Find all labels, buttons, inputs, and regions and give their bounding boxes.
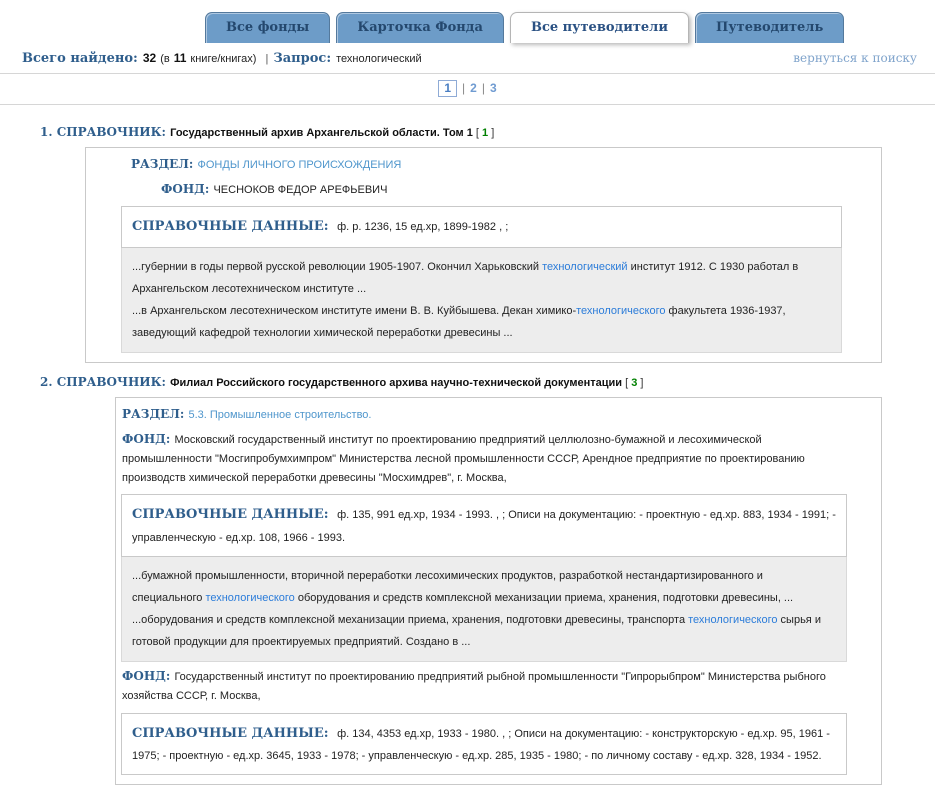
page-separator: |: [462, 81, 466, 95]
tab-all-fonds[interactable]: Все фонды: [205, 12, 330, 43]
header-separator: |: [265, 53, 269, 65]
section-row: [86, 155, 881, 175]
page-current: 1: [438, 80, 457, 97]
result-type-label: СПРАВОЧНИК:: [56, 125, 171, 139]
bracket-open: [: [475, 127, 483, 139]
result-header: [40, 374, 882, 391]
result-number: 2.: [40, 374, 57, 389]
query-value: технологический: [336, 53, 422, 65]
reference-data-value: ф. 135, 991 ед.хр, 1934 - 1993. , ; Описи на документацию: - проектную - ед.хр. 883, 1934 - 1991; - управленческую - ед.хр. 108, 1966 - 1993.: [132, 509, 836, 544]
section-box: [85, 147, 882, 362]
reference-data-label: СПРАВОЧНЫЕ ДАННЫЕ:: [132, 725, 334, 741]
results-summary: [22, 51, 426, 66]
bracket-close: ]: [488, 127, 495, 139]
section-link[interactable]: ФОНДЫ ЛИЧНОГО ПРОИСХОЖДЕНИЯ: [197, 159, 402, 172]
found-label: Всего найдено:: [22, 51, 138, 66]
section-box: [115, 397, 882, 785]
reference-data-box: [121, 713, 847, 776]
fond-group: [86, 179, 881, 353]
fond-title: ЧЕСНОКОВ ФЕДОР АРЕФЬЕВИЧ: [213, 183, 388, 196]
highlighted-term: технологический: [542, 260, 628, 273]
snippet-box: [121, 248, 842, 353]
fond-row: [86, 179, 881, 200]
section-label: РАЗДЕЛ:: [131, 157, 198, 172]
fond-row: [116, 666, 881, 707]
snippet-line: [132, 256, 831, 300]
page-separator: |: [481, 81, 485, 95]
fond-title: Государственный институт по проектированию предприятий рыбной промышленности "Гипрорыбпром" Министерства рыбного хозяйства СССР, г. Москва,: [122, 671, 826, 703]
highlighted-term: технологического: [688, 614, 778, 627]
back-to-search-link[interactable]: вернуться к поиску: [793, 51, 917, 65]
tab-bar: [0, 0, 935, 43]
reference-data-label: СПРАВОЧНЫЕ ДАННЫЕ:: [132, 507, 334, 523]
found-count: 32: [142, 51, 157, 65]
fond-label: ФОНД:: [161, 181, 214, 196]
snippet-text: ...в Архангельском лесотехническом институте имени В. В. Куйбышева. Декан химико-: [132, 304, 577, 317]
fond-group: [116, 429, 881, 663]
snippet-line: [132, 609, 836, 653]
fond-row: [116, 429, 881, 489]
bracket-close: ]: [637, 376, 644, 389]
query-label: Запрос:: [273, 51, 332, 66]
books-count: 11: [173, 51, 187, 65]
pagination: [0, 74, 935, 105]
snippet-text: оборудования и средств комплексной механизации приема, хранения, подготовки древесины, ...: [294, 592, 794, 605]
section-label: РАЗДЕЛ:: [122, 406, 189, 421]
page-link-2[interactable]: 2: [470, 81, 477, 95]
result-title: Филиал Российского государственного архива научно-технической документации: [170, 376, 626, 389]
snippet-text: ...губернии в годы первой русской революции 1905-1907. Окончил Харьковский: [132, 260, 543, 273]
snippet-text: сырья и готовой продукции для проектируемых предприятий. Создано в ...: [132, 614, 821, 649]
fond-label: ФОНД:: [122, 431, 175, 446]
fond-label: ФОНД:: [122, 669, 175, 684]
tab-all-guides[interactable]: Все путеводители: [510, 12, 689, 43]
snippet-text: институт 1912. С 1930 работал в Архангельском лесотехническом институте ...: [132, 260, 799, 295]
result-header: [40, 124, 882, 141]
highlighted-term: технологического: [576, 304, 666, 317]
tab-guide[interactable]: Путеводитель: [695, 12, 844, 43]
reference-data-value: ф. р. 1236, 15 ед.хр, 1899-1982 , ;: [337, 221, 509, 234]
results-summary-row: [0, 43, 935, 74]
result-hit-count: 3: [631, 376, 638, 389]
snippet-text: факультета 1936-1937, заведующий кафедрой технологии химической переработки древесины ...: [132, 304, 786, 339]
snippet-line: [132, 300, 831, 344]
snippet-line: [132, 565, 836, 609]
snippet-text: ...оборудования и средств комплексной механизации приема, хранения, подготовки древесины, транспорта: [132, 614, 689, 627]
snippet-box: [121, 557, 847, 662]
fond-title: Московский государственный институт по проектированию предприятий целлюлозно-бумажной и лесохимической промышленности "Мосгипробумхимпром" Министерства лесной промышленности СССР, Арендное предприятие по проектированию производств химической переработки древесины "Мосхимдрев", г. Москва,: [122, 433, 805, 485]
search-result: [0, 124, 935, 363]
result-hit-count: 1: [482, 127, 489, 139]
reference-data-value: ф. 134, 4353 ед.хр, 1933 - 1980. , ; Описи на документацию: - конструкторскую - ед.хр. 95, 1961 - 1975; - проектную - ед.хр. 3645, 1933 - 1978; - управленческую - ед.хр. 285, 1935 - 1980; - по личному составу - ед.хр. 328, 1934 - 1952.: [132, 727, 830, 762]
fond-group: [116, 666, 881, 775]
search-result: [0, 374, 935, 785]
snippet-text: ...бумажной промышленности, вторичной переработки лесохимических продуктов, разработкой нестандартизированного и специального: [132, 570, 763, 605]
tab-fond-card[interactable]: Карточка Фонда: [336, 12, 504, 43]
result-type-label: СПРАВОЧНИК:: [56, 374, 171, 389]
results-list: [0, 105, 935, 785]
bracket-open: [: [625, 376, 632, 389]
in-label: (в: [160, 53, 170, 65]
highlighted-term: технологического: [205, 592, 295, 605]
section-row: [116, 405, 881, 425]
page-link-3[interactable]: 3: [489, 81, 497, 95]
reference-data-box: [121, 206, 842, 247]
result-title: Государственный архив Архангельской области. Том 1: [170, 127, 476, 139]
section-link[interactable]: 5.3. Промышленное строительство.: [188, 408, 372, 421]
reference-data-label: СПРАВОЧНЫЕ ДАННЫЕ:: [132, 219, 334, 235]
books-label: книге/книгах): [190, 53, 257, 65]
result-number: 1.: [40, 125, 57, 139]
